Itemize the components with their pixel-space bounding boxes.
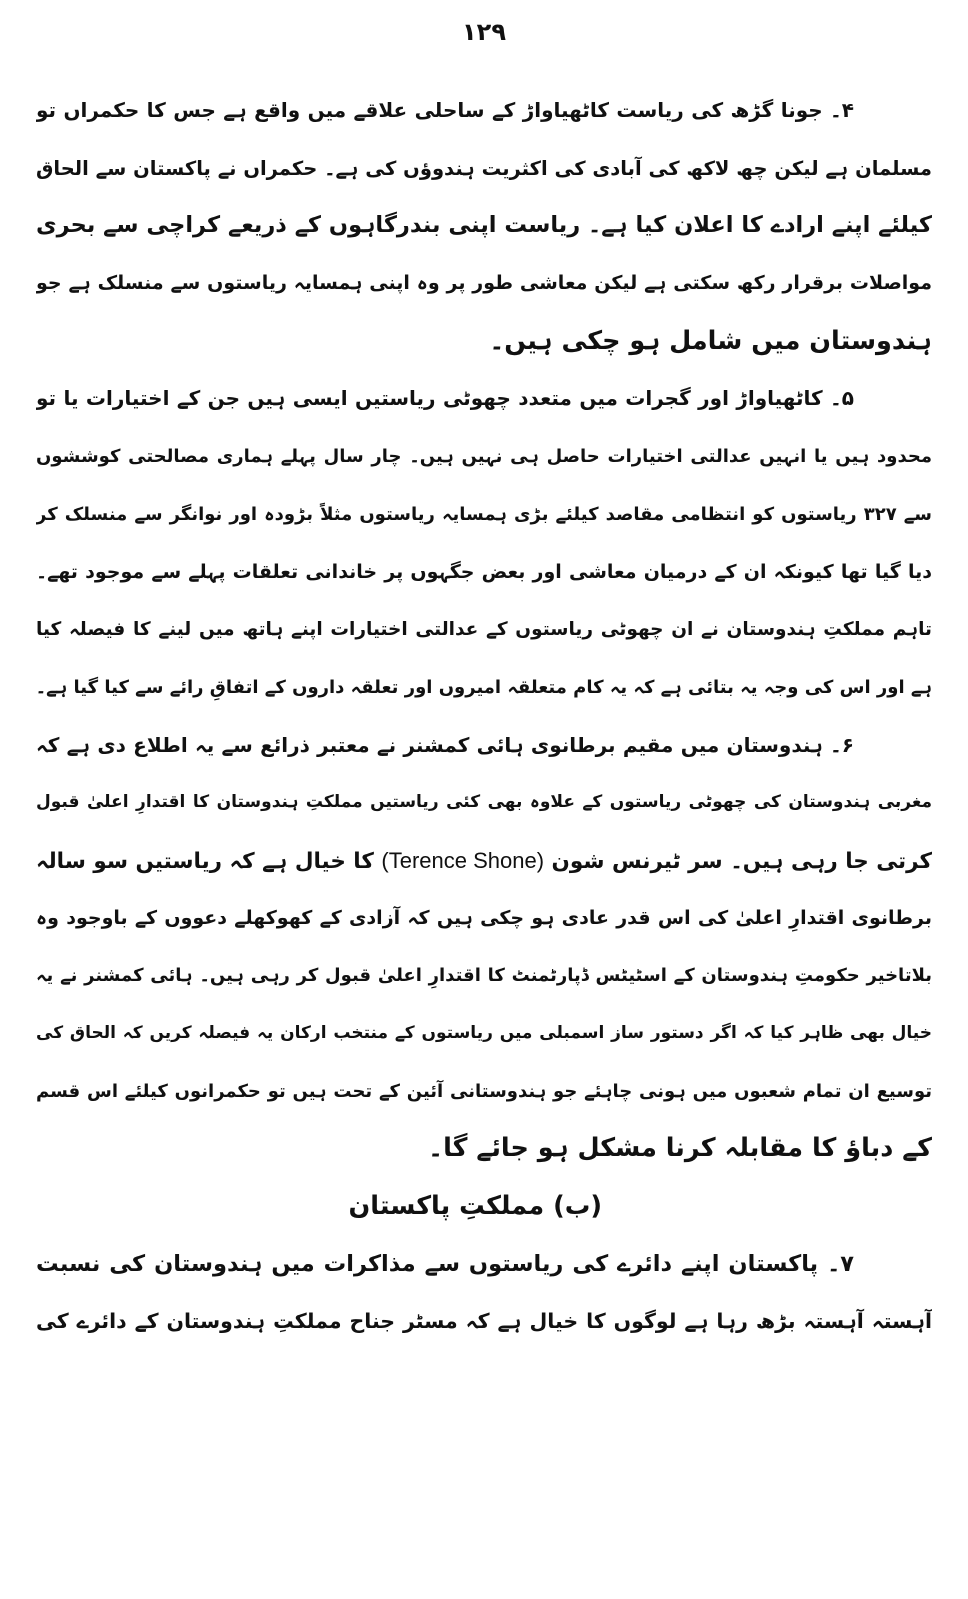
para-4-line-3: کیلئے اپنے ارادے کا اعلان کیا ہے۔ ریاست اپنی بندرگاہوں کے ذریعے کراچی سے بحری xyxy=(36,212,932,239)
section-heading: (ب) مملکتِ پاکستان xyxy=(348,1191,602,1222)
para-6-line-8: کے دباؤ کا مقابلہ کرنا مشکل ہو جائے گا۔ xyxy=(428,1133,932,1164)
para-7-line-1: ۷۔ پاکستان اپنے دائرے کی ریاستوں سے مذاکرات میں ہندوستان کی نسبت xyxy=(36,1250,854,1277)
para-6-line-5: بلاتاخیر حکومتِ ہندوستان کے اسٹیٹس ڈپارٹمنٹ کا اقتدارِ اعلیٰ قبول کر رہی ہیں۔ ہائی کمشنر نے یہ xyxy=(36,965,932,987)
para-5-line-2: محدود ہیں یا انہیں عدالتی اختیارات حاصل ہی نہیں ہیں۔ چار سال پہلے ہماری مصالحتی کوششوں xyxy=(36,446,932,468)
para-5-line-4: دیا گیا تھا کیونکہ ان کے درمیان معاشی اور بعض جگہوں پر خاندانی تعلقات پہلے سے موجود تھے۔ xyxy=(36,560,932,583)
para-6-line-2: مغربی ہندوستان کی چھوٹی ریاستوں کے علاوہ بھی کئی ریاستیں مملکتِ ہندوستان کا اقتدارِ اعلیٰ قبول xyxy=(36,792,932,813)
para-6-line-3 xyxy=(36,832,932,890)
para-6-line-1: ۶۔ ہندوستان میں مقیم برطانوی ہائی کمشنر نے معتبر ذرائع سے یہ اطلاع دی ہے کہ xyxy=(36,732,854,757)
para-6-line-6: خیال بھی ظاہر کیا کہ اگر دستور ساز اسمبلی میں ریاستوں کے منتخب ارکان یہ فیصلہ کریں کہ الحاق کی xyxy=(36,1023,932,1043)
para-5-line-6: ہے اور اس کی وجہ یہ بتائی ہے کہ یہ کام متعلقہ امیروں اور تعلقہ داروں کے اتفاقِ رائے سے کیا گیا ہے۔ xyxy=(36,676,932,698)
page-body xyxy=(36,82,932,1351)
para-4-line-2: مسلمان ہے لیکن چھ لاکھ کی آبادی کی اکثریت ہندوؤں کی ہے۔ حکمراں نے پاکستان سے الحاق xyxy=(36,156,932,180)
para-4-line-5: ہندوستان میں شامل ہو چکی ہیں۔ xyxy=(489,325,932,356)
terence-shone-name: (Terence Shone) xyxy=(381,847,545,873)
para-5-line-3: سے ۳۲۷ ریاستوں کو انتظامی مقاصد کیلئے بڑی ہمسایہ ریاستوں مثلاً بڑودہ اور نوانگر سے منسلک کر xyxy=(36,503,932,525)
para-4-line-1: ۴۔ جونا گڑھ کی ریاست کاٹھیاواڑ کے ساحلی علاقے میں واقع ہے جس کا حکمراں تو xyxy=(36,98,854,122)
para-5-line-1: ۵۔ کاٹھیاواڑ اور گجرات میں متعدد چھوٹی ریاستیں ایسی ہیں جن کے اختیارات یا تو xyxy=(36,386,854,411)
para-6-line-4: برطانوی اقتدارِ اعلیٰ کی اس قدر عادی ہو چکی ہیں کہ آزادی کے کھوکھلے دعووں کے باوجود وہ xyxy=(36,906,932,929)
para-6-line-3-start: کرتی جا رہی ہیں۔ سر ٹیرنس شون xyxy=(551,848,932,874)
para-5-line-5: تاہم مملکتِ ہندوستان نے ان چھوٹی ریاستوں کے عدالتی اختیارات اپنے ہاتھ میں لینے کا فیصلہ کیا xyxy=(36,619,932,641)
page-number: ۱۲۹ xyxy=(462,18,506,46)
para-7-line-2: آہستہ آہستہ بڑھ رہا ہے لوگوں کا خیال ہے کہ مسٹر جناح مملکتِ ہندوستان کے دائرے کی xyxy=(36,1309,932,1334)
para-6-line-7: توسیع ان تمام شعبوں میں ہونی چاہئے جو ہندوستانی آئین کے تحت ہیں تو حکمرانوں کیلئے اس قسم xyxy=(36,1080,932,1102)
para-6-line-3-end: کا خیال ہے کہ ریاستیں سو سالہ xyxy=(36,848,374,874)
para-4-line-4: مواصلات برقرار رکھ سکتی ہے لیکن معاشی طور پر وہ اپنی ہمسایہ ریاستوں سے منسلک ہے جو xyxy=(36,272,932,295)
